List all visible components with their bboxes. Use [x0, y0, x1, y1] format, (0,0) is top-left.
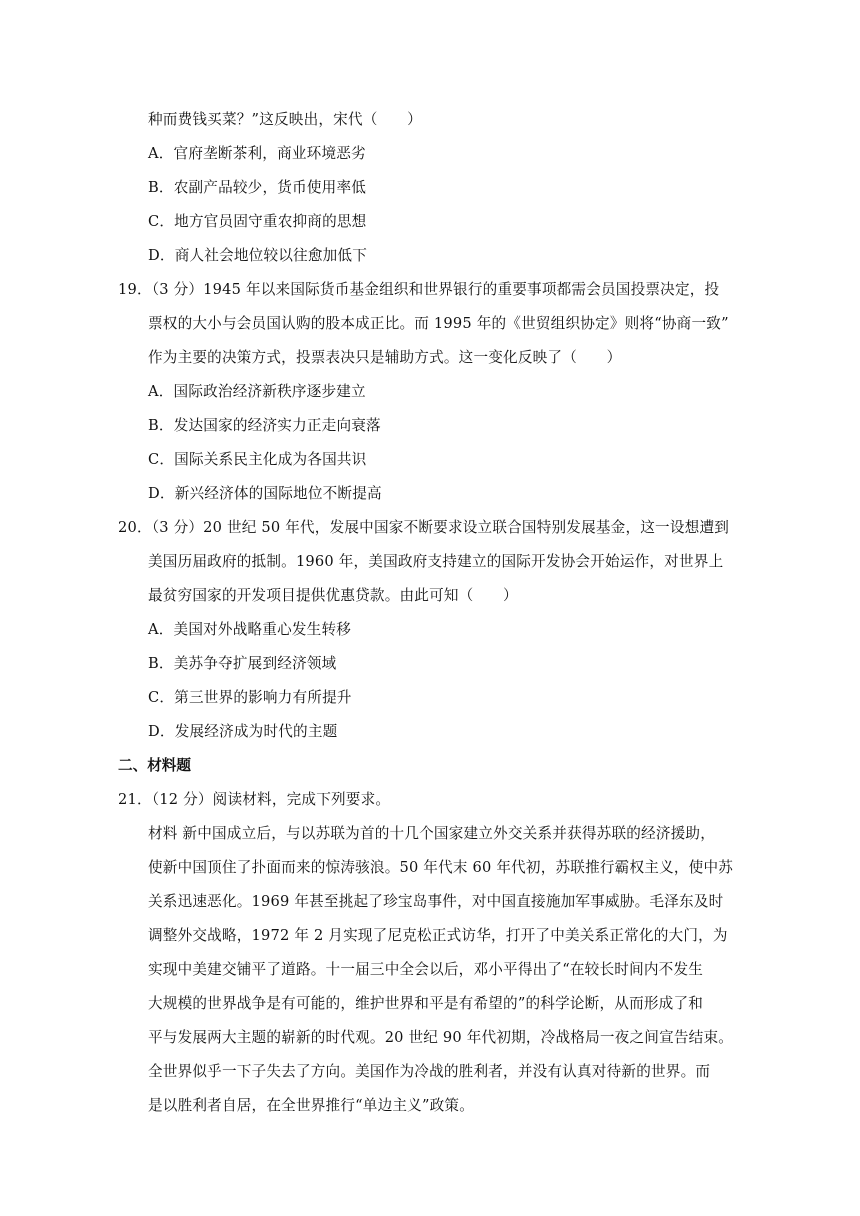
q19-option-d: D．新兴经济体的国际地位不断提高 — [148, 485, 382, 502]
q20-stem-line-2: 美国历届政府的抵制。1960 年，美国政府支持建立的国际开发协会开始运作，对世界上 — [148, 553, 724, 570]
q21-material-line-2: 使新中国顶住了扑面而来的惊涛骇浪。50 年代末 60 年代初，苏联推行霸权主义，使中苏 — [148, 859, 734, 876]
q20-option-a: A．美国对外战略重心发生转移 — [148, 621, 352, 638]
q20-stem-line-1: 20．（3 分）20 世纪 50 年代，发展中国家不断要求设立联合国特别发展基金，这一设想遭到 — [118, 519, 730, 536]
q20-option-c: C．第三世界的影响力有所提升 — [148, 689, 352, 706]
q19-stem-line-1: 19．（3 分）1945 年以来国际货币基金组织和世界银行的重要事项都需会员国投票决定，投 — [118, 281, 720, 298]
q18-option-c: C．地方官员固守重农抑商的思想 — [148, 213, 367, 230]
q21-material-line-8: 全世界似乎一下子失去了方向。美国作为冷战的胜利者，并没有认真对待新的世界。而 — [148, 1063, 711, 1080]
q21-material-line-6: 大规模的世界战争是有可能的，维护世界和平是有希望的”的科学论断，从而形成了和 — [148, 995, 704, 1012]
q21-material-line-7: 平与发展两大主题的崭新的时代观。20 世纪 90 年代初期，冷战格局一夜之间宣告结束。 — [148, 1029, 734, 1046]
q20-stem-line-3: 最贫穷国家的开发项目提供优惠贷款。由此可知（ ） — [148, 587, 518, 604]
q19-option-a: A．国际政治经济新秩序逐步建立 — [148, 383, 366, 400]
q20-option-b: B．美苏争夺扩展到经济领域 — [148, 655, 337, 672]
q19-option-b: B．发达国家的经济实力正走向衰落 — [148, 417, 381, 434]
q19-stem-line-3: 作为主要的决策方式，投票表决只是辅助方式。这一变化反映了（ ） — [148, 349, 622, 366]
q18-option-a: A．官府垄断茶利，商业环境恶劣 — [148, 145, 366, 162]
q21-material-line-9: 是以胜利者自居，在全世界推行“单边主义”政策。 — [148, 1097, 474, 1114]
q21-stem: 21．（12 分）阅读材料，完成下列要求。 — [118, 791, 391, 808]
section-title-materials: 二、材料题 — [118, 757, 191, 774]
q18-option-b: B．农副产品较少，货币使用率低 — [148, 179, 367, 196]
q18-stem-tail: 种而费钱买菜？”这反映出，宋代（ ） — [148, 111, 422, 128]
q21-material-line-5: 实现中美建交铺平了道路。十一届三中全会以后，邓小平得出了“在较长时间内不发生 — [148, 961, 704, 978]
q21-material-line-4: 调整外交战略，1972 年 2 月实现了尼克松正式访华，打开了中美关系正常化的大门，为 — [148, 927, 728, 944]
q18-option-d: D．商人社会地位较以往愈加低下 — [148, 247, 368, 264]
q19-option-c: C．国际关系民主化成为各国共识 — [148, 451, 367, 468]
q21-material-line-1: 材料 新中国成立后，与以苏联为首的十几个国家建立外交关系并获得苏联的经济援助， — [148, 825, 716, 842]
q19-stem-line-2: 票权的大小与会员国认购的股本成正比。而 1995 年的《世贸组织协定》则将“协商一致” — [148, 315, 729, 332]
q21-material-line-3: 关系迅速恶化。1969 年甚至挑起了珍宝岛事件，对中国直接施加军事威胁。毛泽东及时 — [148, 893, 724, 910]
q20-option-d: D．发展经济成为时代的主题 — [148, 723, 338, 740]
